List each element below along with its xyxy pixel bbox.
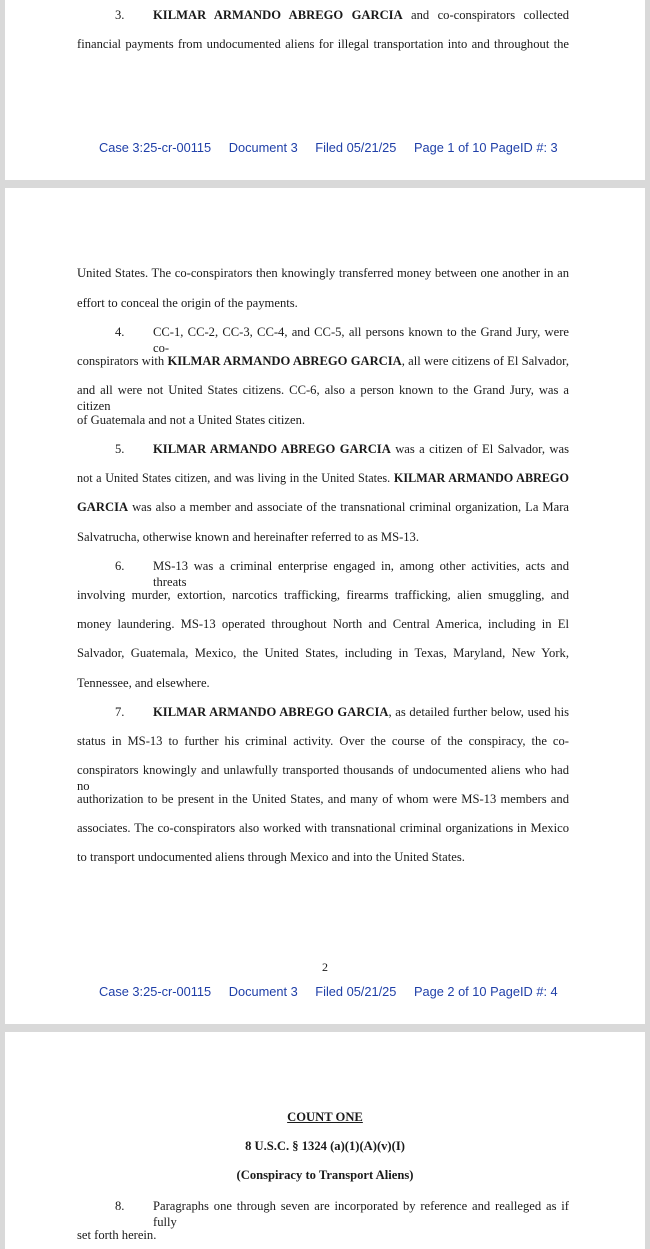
document-page-2 xyxy=(5,188,645,1024)
paragraph-3-line-2: financial payments from undocumented aliens for illegal transportation into and throughout the xyxy=(77,37,569,51)
paragraph-4-line-4: of Guatemala and not a United States citizen. xyxy=(77,413,306,427)
paragraph-number: 5. xyxy=(115,442,125,456)
paragraph-6-line-1: MS-13 was a criminal enterprise engaged in, among other activities, acts and threats xyxy=(153,559,569,589)
paragraph-number: 7. xyxy=(115,705,125,719)
defendant-name: KILMAR ARMANDO ABREGO GARCIA xyxy=(167,354,402,368)
paragraph-7-line-1: KILMAR ARMANDO ABREGO GARCIA, as detailed further below, used his xyxy=(153,705,569,719)
paragraph-4-line-2: conspirators with KILMAR ARMANDO ABREGO GARCIA, all were citizens of El Salvador, xyxy=(77,354,569,368)
paragraph-7-line-6: to transport undocumented aliens through Mexico and into the United States. xyxy=(77,850,465,864)
paragraph-7-line-3: conspirators knowingly and unlawfully transported thousands of undocumented aliens who had no xyxy=(77,763,569,793)
paragraph-number: 4. xyxy=(115,325,125,339)
statute-citation: 8 U.S.C. § 1324 (a)(1)(A)(v)(I) xyxy=(245,1139,405,1153)
page-number: 2 xyxy=(322,960,328,974)
document-number: Document 3 xyxy=(228,984,298,999)
paragraph-4-line-3: and all were not United States citizens. CC-6, also a person known to the Grand Jury, was a citizen xyxy=(77,383,569,413)
paragraph-3-line-1: KILMAR ARMANDO ABREGO GARCIA and co-conspirators collected xyxy=(153,8,570,22)
count-subtitle: (Conspiracy to Transport Aliens) xyxy=(236,1168,414,1182)
paragraph-6-line-3: money laundering. MS-13 operated throughout North and Central America, including in El xyxy=(77,617,569,631)
paragraph-7-line-4: authorization to be present in the United States, and many of whom were MS-13 members and xyxy=(77,792,569,806)
page-id: Page 1 of 10 PageID #: 3 xyxy=(413,140,558,155)
filed-date: Filed 05/21/25 xyxy=(315,140,397,155)
paragraph-3-line-4: effort to conceal the origin of the payments. xyxy=(77,296,298,310)
paragraph-number: 3. xyxy=(115,8,125,22)
document-page-1 xyxy=(5,0,645,180)
paragraph-5-line-3: GARCIA was also a member and associate of the transnational criminal organization, La Mara xyxy=(77,500,569,514)
document-page-3 xyxy=(5,1032,645,1249)
paragraph-5-line-4: Salvatrucha, otherwise known and hereinafter referred to as MS-13. xyxy=(77,530,420,544)
paragraph-number: 6. xyxy=(115,559,125,573)
paragraph-5-line-1: KILMAR ARMANDO ABREGO GARCIA was a citizen of El Salvador, was xyxy=(153,442,569,456)
paragraph-6-line-2: involving murder, extortion, narcotics trafficking, firearms trafficking, alien smuggling, and xyxy=(77,588,569,602)
case-number: Case 3:25-cr-00115 xyxy=(99,984,212,999)
paragraph-number: 8. xyxy=(115,1199,125,1213)
paragraph-7-line-5: associates. The co-conspirators also worked with transnational criminal organizations in Mexico xyxy=(77,821,569,835)
page-footer xyxy=(99,984,572,999)
paragraph-7-line-2: status in MS-13 to further his criminal activity. Over the course of the conspiracy, the co- xyxy=(77,734,569,748)
page-footer xyxy=(99,140,572,155)
page-id: Page 2 of 10 PageID #: 4 xyxy=(413,984,558,999)
paragraph-6-line-4: Salvador, Guatemala, Mexico, the United States, including in Texas, Maryland, New York, xyxy=(77,646,569,660)
defendant-name: GARCIA xyxy=(77,500,129,514)
defendant-name: KILMAR ARMANDO ABREGO xyxy=(393,471,569,485)
document-number: Document 3 xyxy=(228,140,298,155)
paragraph-4-line-1: CC-1, CC-2, CC-3, CC-4, and CC-5, all persons known to the Grand Jury, were co- xyxy=(153,325,569,355)
filed-date: Filed 05/21/25 xyxy=(315,984,397,999)
paragraph-6-line-5: Tennessee, and elsewhere. xyxy=(77,676,210,690)
paragraph-8-line-2: set forth herein. xyxy=(77,1228,157,1242)
count-title: COUNT ONE xyxy=(287,1110,363,1124)
defendant-name: KILMAR ARMANDO ABREGO GARCIA xyxy=(153,8,403,22)
paragraph-5-line-2: not a United States citizen, and was living in the United States. KILMAR ARMANDO ABREGO xyxy=(77,471,569,485)
paragraph-8-line-1: Paragraphs one through seven are incorporated by reference and realleged as if fully xyxy=(153,1199,569,1229)
defendant-name: KILMAR ARMANDO ABREGO GARCIA xyxy=(153,705,389,719)
case-number: Case 3:25-cr-00115 xyxy=(99,140,212,155)
defendant-name: KILMAR ARMANDO ABREGO GARCIA xyxy=(153,442,391,456)
paragraph-3-line-3: United States. The co-conspirators then knowingly transferred money between one another in an xyxy=(77,266,569,280)
